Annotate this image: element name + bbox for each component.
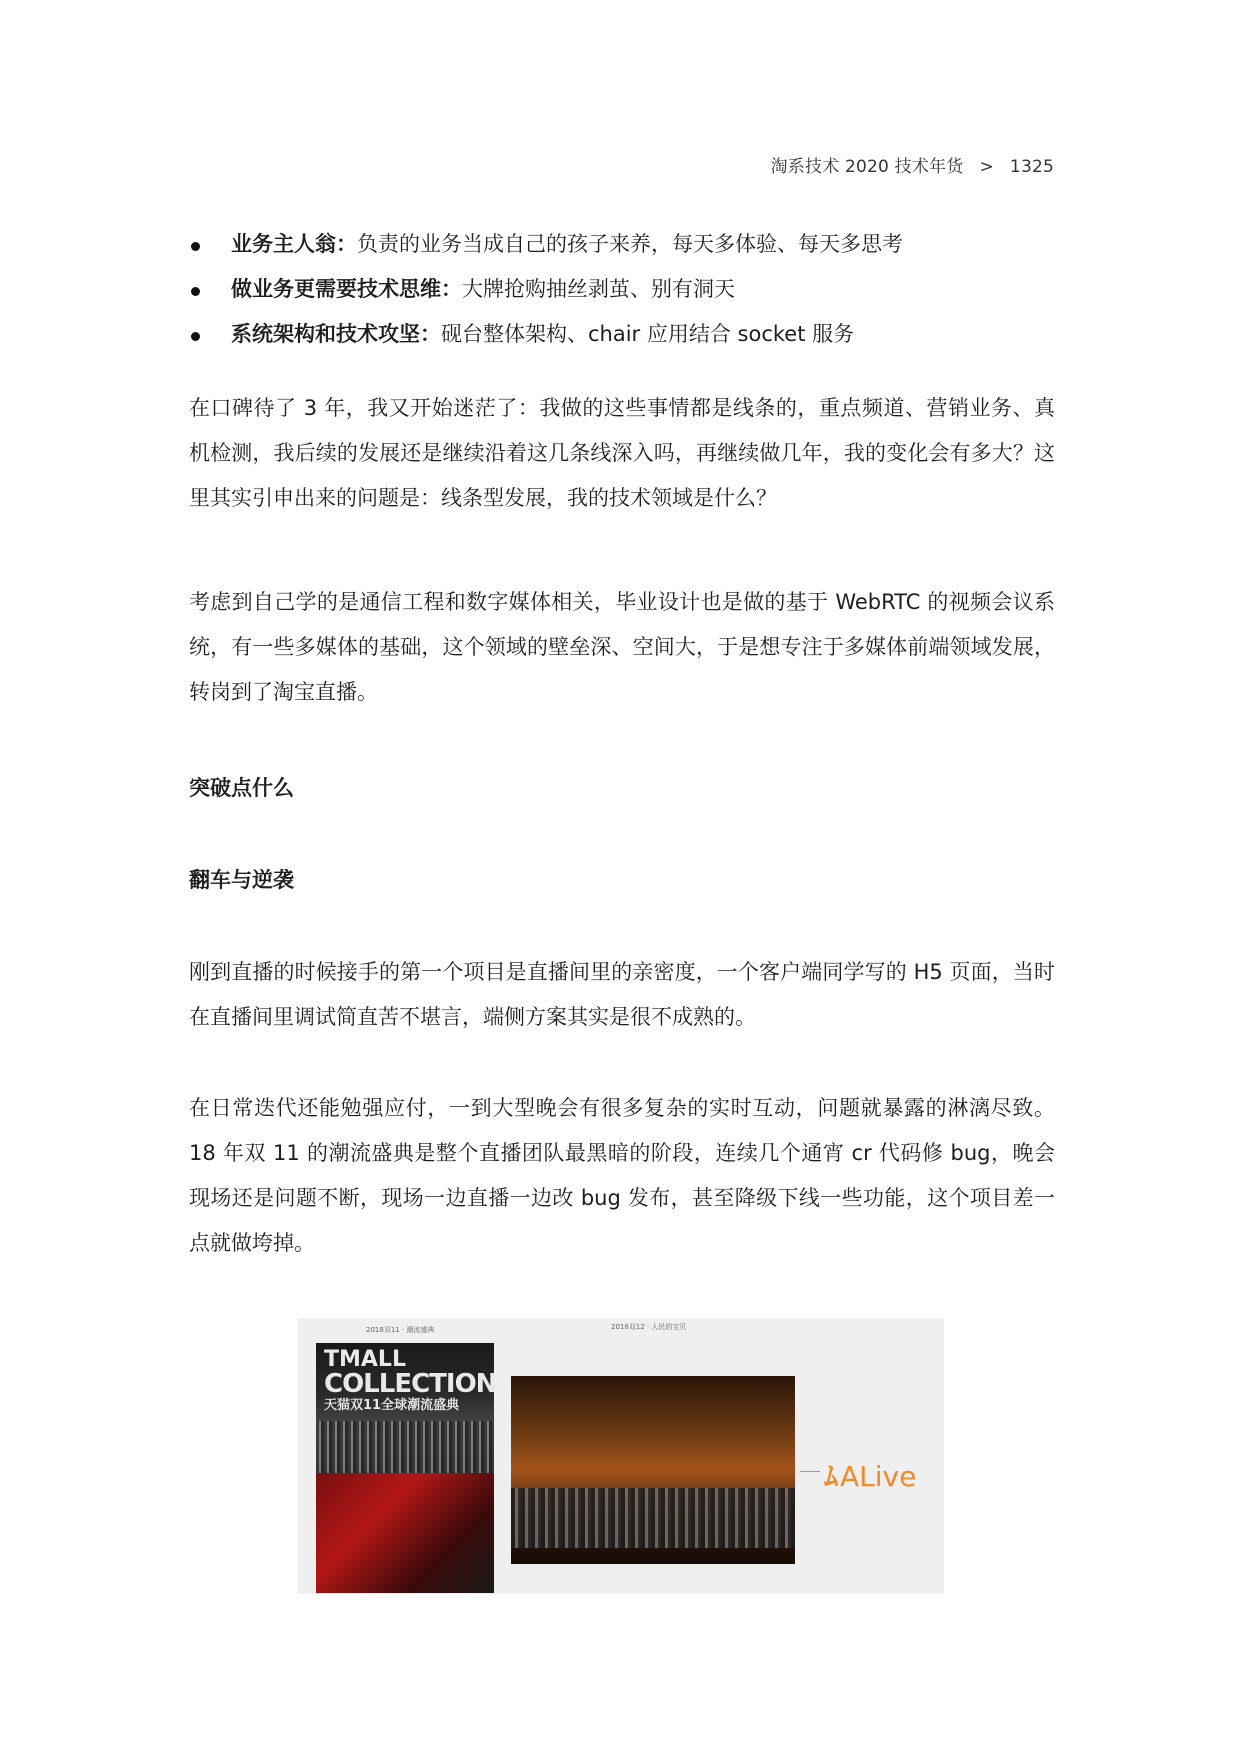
running-header <box>771 152 1054 177</box>
photo-caption-left: 2018双11 · 潮流盛典 <box>366 1326 435 1334</box>
paragraph: 考虑到自己学的是通信工程和数字媒体相关，毕业设计也是做的基于 WebRTC 的视频会议系统，有一些多媒体的基础，这个领域的壁垒深、空间大，于是想专注于多媒体前端领域发展，转岗到了淘宝直播。 <box>189 590 1055 704</box>
paragraph: 刚到直播的时候接手的第一个项目是直播间里的亲密度，一个客户端同学写的 H5 页面，当时在直播间里调试简直苦不堪言，端侧方案其实是很不成熟的。 <box>189 960 1055 1029</box>
list-item <box>189 267 1055 312</box>
page-number: 1325 <box>1009 157 1054 177</box>
photo-mid-panel <box>511 1376 795 1564</box>
bullet-term: 系统架构和技术攻坚 <box>231 322 420 346</box>
bullet-text: 大牌抢购抽丝剥茧、别有洞天 <box>462 277 735 301</box>
crowd-image <box>316 1421 494 1473</box>
tmall-collection-image <box>316 1343 497 1473</box>
group-photo-image <box>511 1488 795 1548</box>
list-item <box>189 222 1055 267</box>
photo-caption-mid: 2018双12 · 人民的宝贝 <box>611 1323 687 1331</box>
bullet-dot-icon <box>191 287 200 296</box>
header-separator: > <box>979 157 994 177</box>
book-title: 淘系技术 2020 技术年货 <box>770 157 964 177</box>
bullet-list <box>189 222 1055 357</box>
list-item <box>189 312 1055 357</box>
section-heading: 突破点什么 <box>189 776 294 800</box>
bullet-text: 砚台整体架构、chair 应用结合 socket 服务 <box>441 322 855 346</box>
bullet-term: 业务主人翁 <box>231 232 336 256</box>
bullet-colon: ： <box>420 322 441 346</box>
bullet-colon: ： <box>441 277 462 301</box>
tmall-collection-logo: TMALL COLLECTION 天猫双11全球潮流盛典 <box>324 1347 497 1413</box>
bullet-term: 做业务更需要技术思维 <box>231 277 441 301</box>
photo-left-panel <box>316 1343 497 1593</box>
bullet-dot-icon <box>191 332 200 341</box>
paragraph: 在口碑待了 3 年，我又开始迷茫了：我做的这些事情都是线条的，重点频道、营销业务、真机检测，我后续的发展还是继续沿着这几条线深入吗，再继续做几年，我的变化会有多大？这里其实引申出来的问题是：线条型发展，我的技术领域是什么？ <box>189 396 1055 510</box>
event-photo <box>298 1318 944 1594</box>
bullet-text: 负责的业务当成自己的孩子来养，每天多体验、每天多思考 <box>357 232 903 256</box>
bullet-dot-icon <box>191 242 200 251</box>
paragraph: 在日常迭代还能勉强应付，一到大型晚会有很多复杂的实时互动，问题就暴露的淋漓尽致。18 年双 11 的潮流盛典是整个直播团队最黑暗的阶段，连续几个通宵 cr 代码修 bug，晚会现场还是问题不断，现场一边直播一边改 bug 发布，甚至降级下线一些功能，这个项目差一点就做垮掉。 <box>189 1096 1055 1255</box>
alive-logo-icon: ﾑ <box>824 1460 839 1493</box>
bullet-colon: ： <box>336 232 357 256</box>
alive-logo-text: ALive <box>840 1460 917 1493</box>
alive-logo <box>824 1455 916 1495</box>
connector-line <box>800 1471 820 1472</box>
stage-image <box>316 1473 494 1593</box>
subsection-heading: 翻车与逆袭 <box>189 868 294 892</box>
